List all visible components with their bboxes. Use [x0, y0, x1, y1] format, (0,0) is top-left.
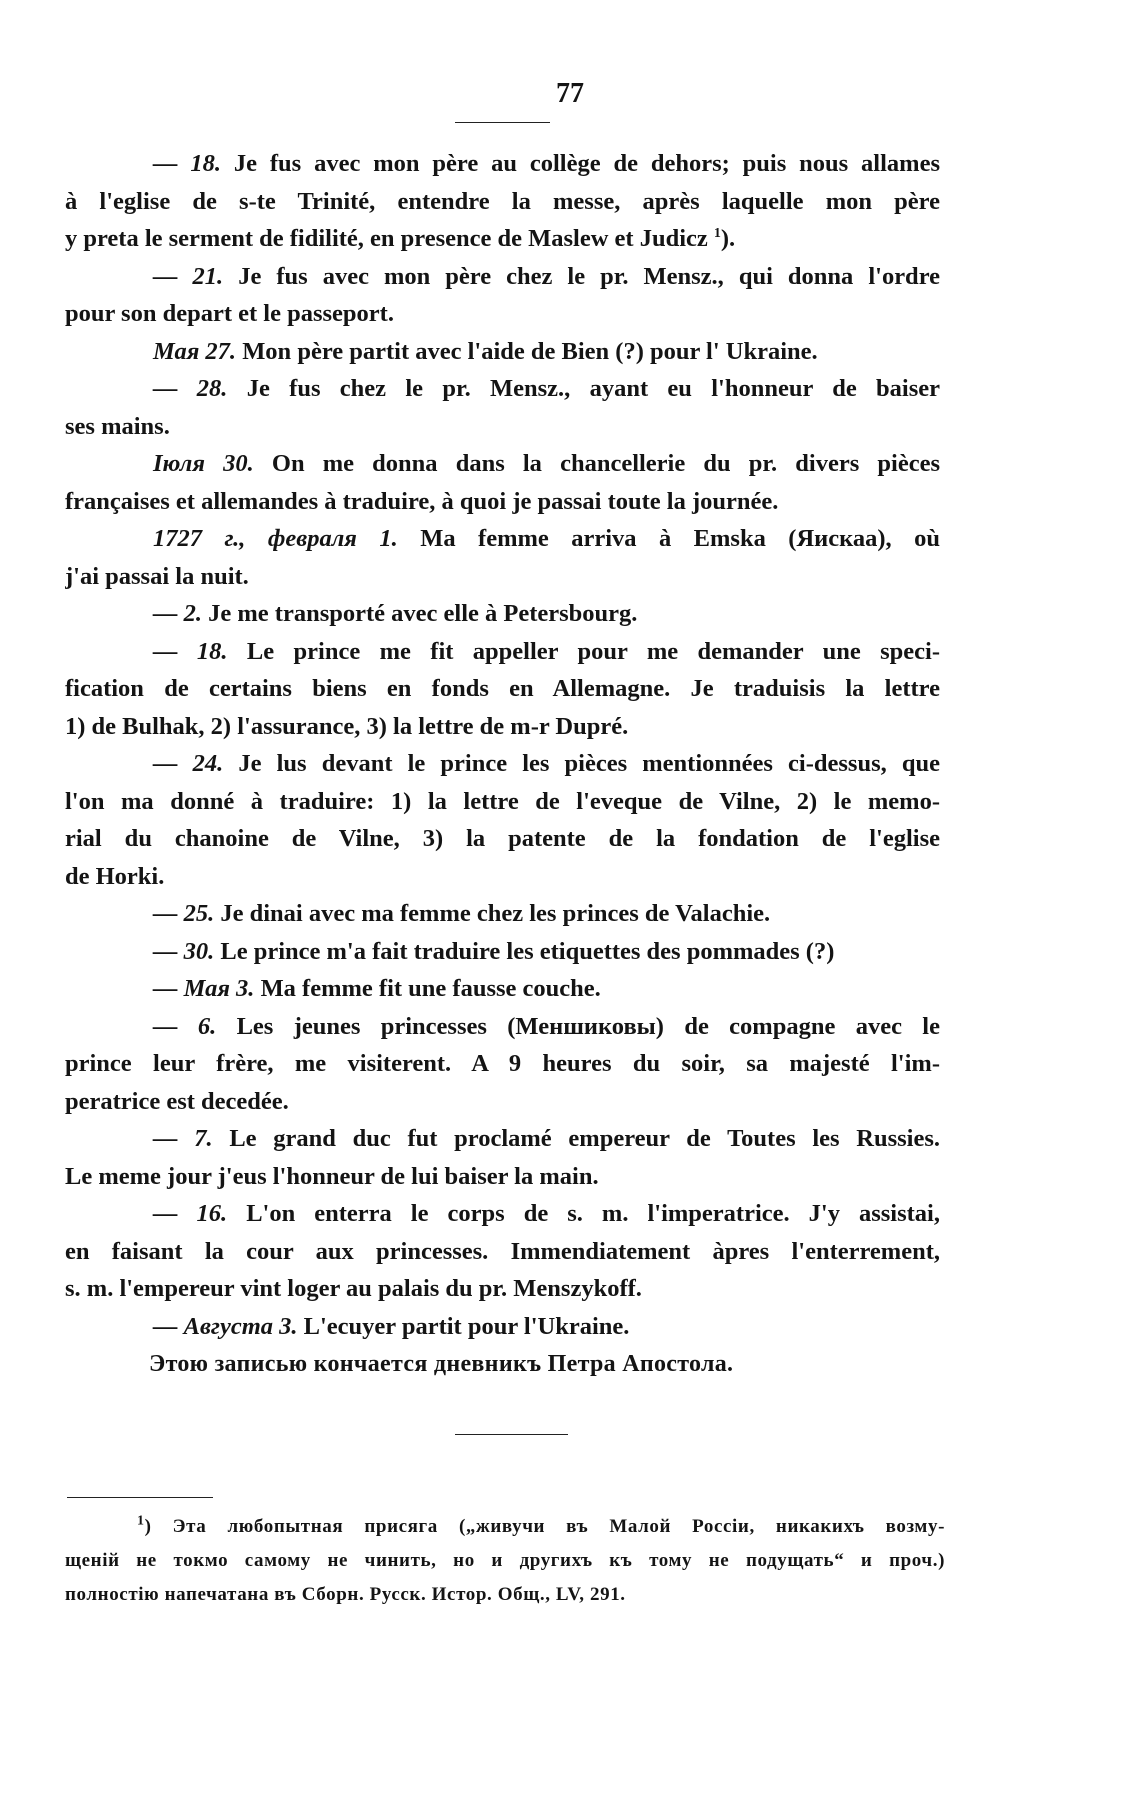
- text-line: [65, 1008, 940, 1046]
- text-line: [65, 895, 940, 933]
- line-text: Le grand duc fut proclamé empereur de Toutes les Russies.: [229, 1125, 940, 1152]
- entry-date: — 25.: [153, 900, 221, 927]
- text-line: [65, 295, 940, 333]
- entry-date: Іюля 30.: [153, 450, 272, 477]
- text-line: [65, 1083, 940, 1121]
- line-text: Mon père partit avec l'aide de Bien (?) pour l' Ukraine.: [242, 337, 818, 365]
- line-text: L'ecuyer partit pour l'Ukraine.: [303, 1312, 630, 1340]
- footnote-marker: 1: [713, 225, 721, 241]
- text-line: [65, 783, 940, 821]
- entry-date: — 6.: [153, 1012, 237, 1040]
- line-text: Je lus devant le prince les pièces mentionnées ci-dessus, que: [238, 750, 940, 777]
- line-text: 1) de Bulhak, 2) l'assurance, 3) la lettre de m-r Dupré.: [65, 712, 629, 740]
- line-text: Je fus avec mon père au collège de dehors; puis nous allames: [233, 150, 940, 177]
- text-line: [65, 633, 940, 671]
- line-text: rial du chanoine de Vilne, 3) la patente de la fondation de l'eglise: [65, 825, 940, 852]
- text-line: [65, 820, 940, 858]
- entry-date: — 21.: [153, 262, 239, 290]
- closing-note: Этою записью кончается дневникъ Петра Апостола.: [149, 1351, 734, 1377]
- text-line: [65, 258, 940, 296]
- text-line: [65, 520, 940, 558]
- footnote-line: [65, 1544, 945, 1578]
- text-line: [65, 483, 940, 521]
- line-text: Les jeunes princesses (Меншиковы) de compagne avec le: [236, 1012, 940, 1040]
- entry-date: — Августа 3.: [153, 1312, 304, 1340]
- line-text: y preta le serment de fidilité, en presence de Maslew et Judicz: [65, 225, 714, 252]
- line-text: Ma femme fit une fausse couche.: [260, 975, 601, 1002]
- line-tail: ).: [720, 225, 736, 252]
- line-text: Ma femme arriva à Emska (Яискаа), où: [420, 525, 940, 552]
- text-line: [65, 445, 940, 483]
- text-line: [65, 1045, 940, 1083]
- line-text: Le prince m'a fait traduire les etiquettes des pommades (?): [220, 937, 835, 965]
- entry-date: 1727 г., февраля 1.: [153, 525, 421, 552]
- line-text: Je fus chez le pr. Mensz., ayant eu l'honneur de baiser: [246, 375, 940, 402]
- entry-date: Мая 27.: [153, 337, 243, 365]
- line-text: prince leur frère, me visiterent. A 9 heures du soir, sa majesté l'im-: [65, 1050, 940, 1077]
- page-number: 77: [556, 78, 584, 109]
- text-line: [65, 1233, 940, 1271]
- footnote-line: [65, 1578, 945, 1612]
- text-line: [65, 1195, 940, 1233]
- entry-date: — 16.: [153, 1200, 247, 1227]
- footnote-text: полностію напечатана въ Сборн. Русск. Истор. Общ., LV, 291.: [65, 1584, 626, 1605]
- text-line: [65, 858, 940, 896]
- footnote-text: щеній не токмо самому не чинить, но и другихъ къ тому не подущать“ и проч.): [65, 1550, 945, 1571]
- line-text: en faisant la cour aux princesses. Immendiatement àpres l'enterrement,: [65, 1237, 940, 1265]
- footnote: [65, 1510, 945, 1612]
- text-line: [65, 1308, 940, 1346]
- text-line: [65, 333, 940, 371]
- page-number-rule: [455, 122, 550, 123]
- text-line: [65, 370, 940, 408]
- entry-date: — 28.: [153, 375, 247, 402]
- entry-date: — 18.: [153, 150, 234, 177]
- entry-date: — 18.: [153, 637, 247, 665]
- diary-text: [65, 145, 940, 1383]
- line-text: ses mains.: [65, 412, 170, 440]
- footnote-text: ) Эта любопытная присяга („живучи въ Малой Россіи, никакихъ возму-: [144, 1516, 945, 1537]
- line-text: Je dinai avec ma femme chez les princes de Valachie.: [220, 900, 771, 927]
- line-text: à l'eglise de s-te Trinité, entendre la messe, après laquelle mon père: [65, 187, 940, 215]
- line-text: Je me transporté avec elle à Petersbourg.: [208, 600, 638, 627]
- text-line: [65, 970, 940, 1008]
- entry-date: — 30.: [153, 937, 221, 965]
- text-line: [65, 558, 940, 596]
- text-line: [65, 220, 940, 258]
- line-text: Je fus avec mon père chez le pr. Mensz., qui donna l'ordre: [238, 262, 940, 290]
- line-text: s. m. l'empereur vint loger au palais du pr. Menszykoff.: [65, 1275, 642, 1302]
- text-line: [65, 1270, 940, 1308]
- text-line: [65, 1120, 940, 1158]
- entry-date: — 2.: [153, 600, 209, 627]
- line-text: Le prince me fit appeller pour me demander une speci-: [246, 637, 940, 665]
- end-divider: [455, 1434, 568, 1435]
- text-line: [65, 183, 940, 221]
- line-text: j'ai passai la nuit.: [65, 562, 249, 590]
- text-line: [65, 145, 940, 183]
- entry-date: — 24.: [153, 750, 239, 777]
- line-text: pour son depart et le passeport.: [65, 300, 394, 327]
- text-line: [65, 708, 940, 746]
- text-line: [65, 670, 940, 708]
- entry-date: — Мая 3.: [153, 975, 261, 1002]
- text-line: [65, 595, 940, 633]
- line-text: L'on enterra le corps de s. m. l'imperatrice. J'y assistai,: [246, 1200, 940, 1227]
- line-text: peratrice est decedée.: [65, 1087, 289, 1115]
- footnote-number: 1: [137, 1513, 145, 1529]
- text-line: [65, 933, 940, 971]
- text-line: [65, 745, 940, 783]
- line-text: fication de certains biens en fonds en Allemagne. Je traduisis la lettre: [65, 675, 940, 702]
- text-line: [65, 408, 940, 446]
- footnote-line: [65, 1510, 945, 1544]
- line-text: Le meme jour j'eus l'honneur de lui baiser la main.: [65, 1162, 599, 1190]
- entry-date: — 7.: [153, 1125, 230, 1152]
- footnote-divider: [67, 1497, 213, 1498]
- line-text: françaises et allemandes à traduire, à quoi je passai toute la journée.: [65, 487, 779, 515]
- text-line: [65, 1158, 940, 1196]
- line-text: de Horki.: [65, 862, 165, 890]
- line-text: On me donna dans la chancellerie du pr. divers pièces: [271, 450, 940, 477]
- line-text: l'on ma donné à traduire: 1) la lettre de l'eveque de Vilne, 2) le memo-: [65, 787, 940, 815]
